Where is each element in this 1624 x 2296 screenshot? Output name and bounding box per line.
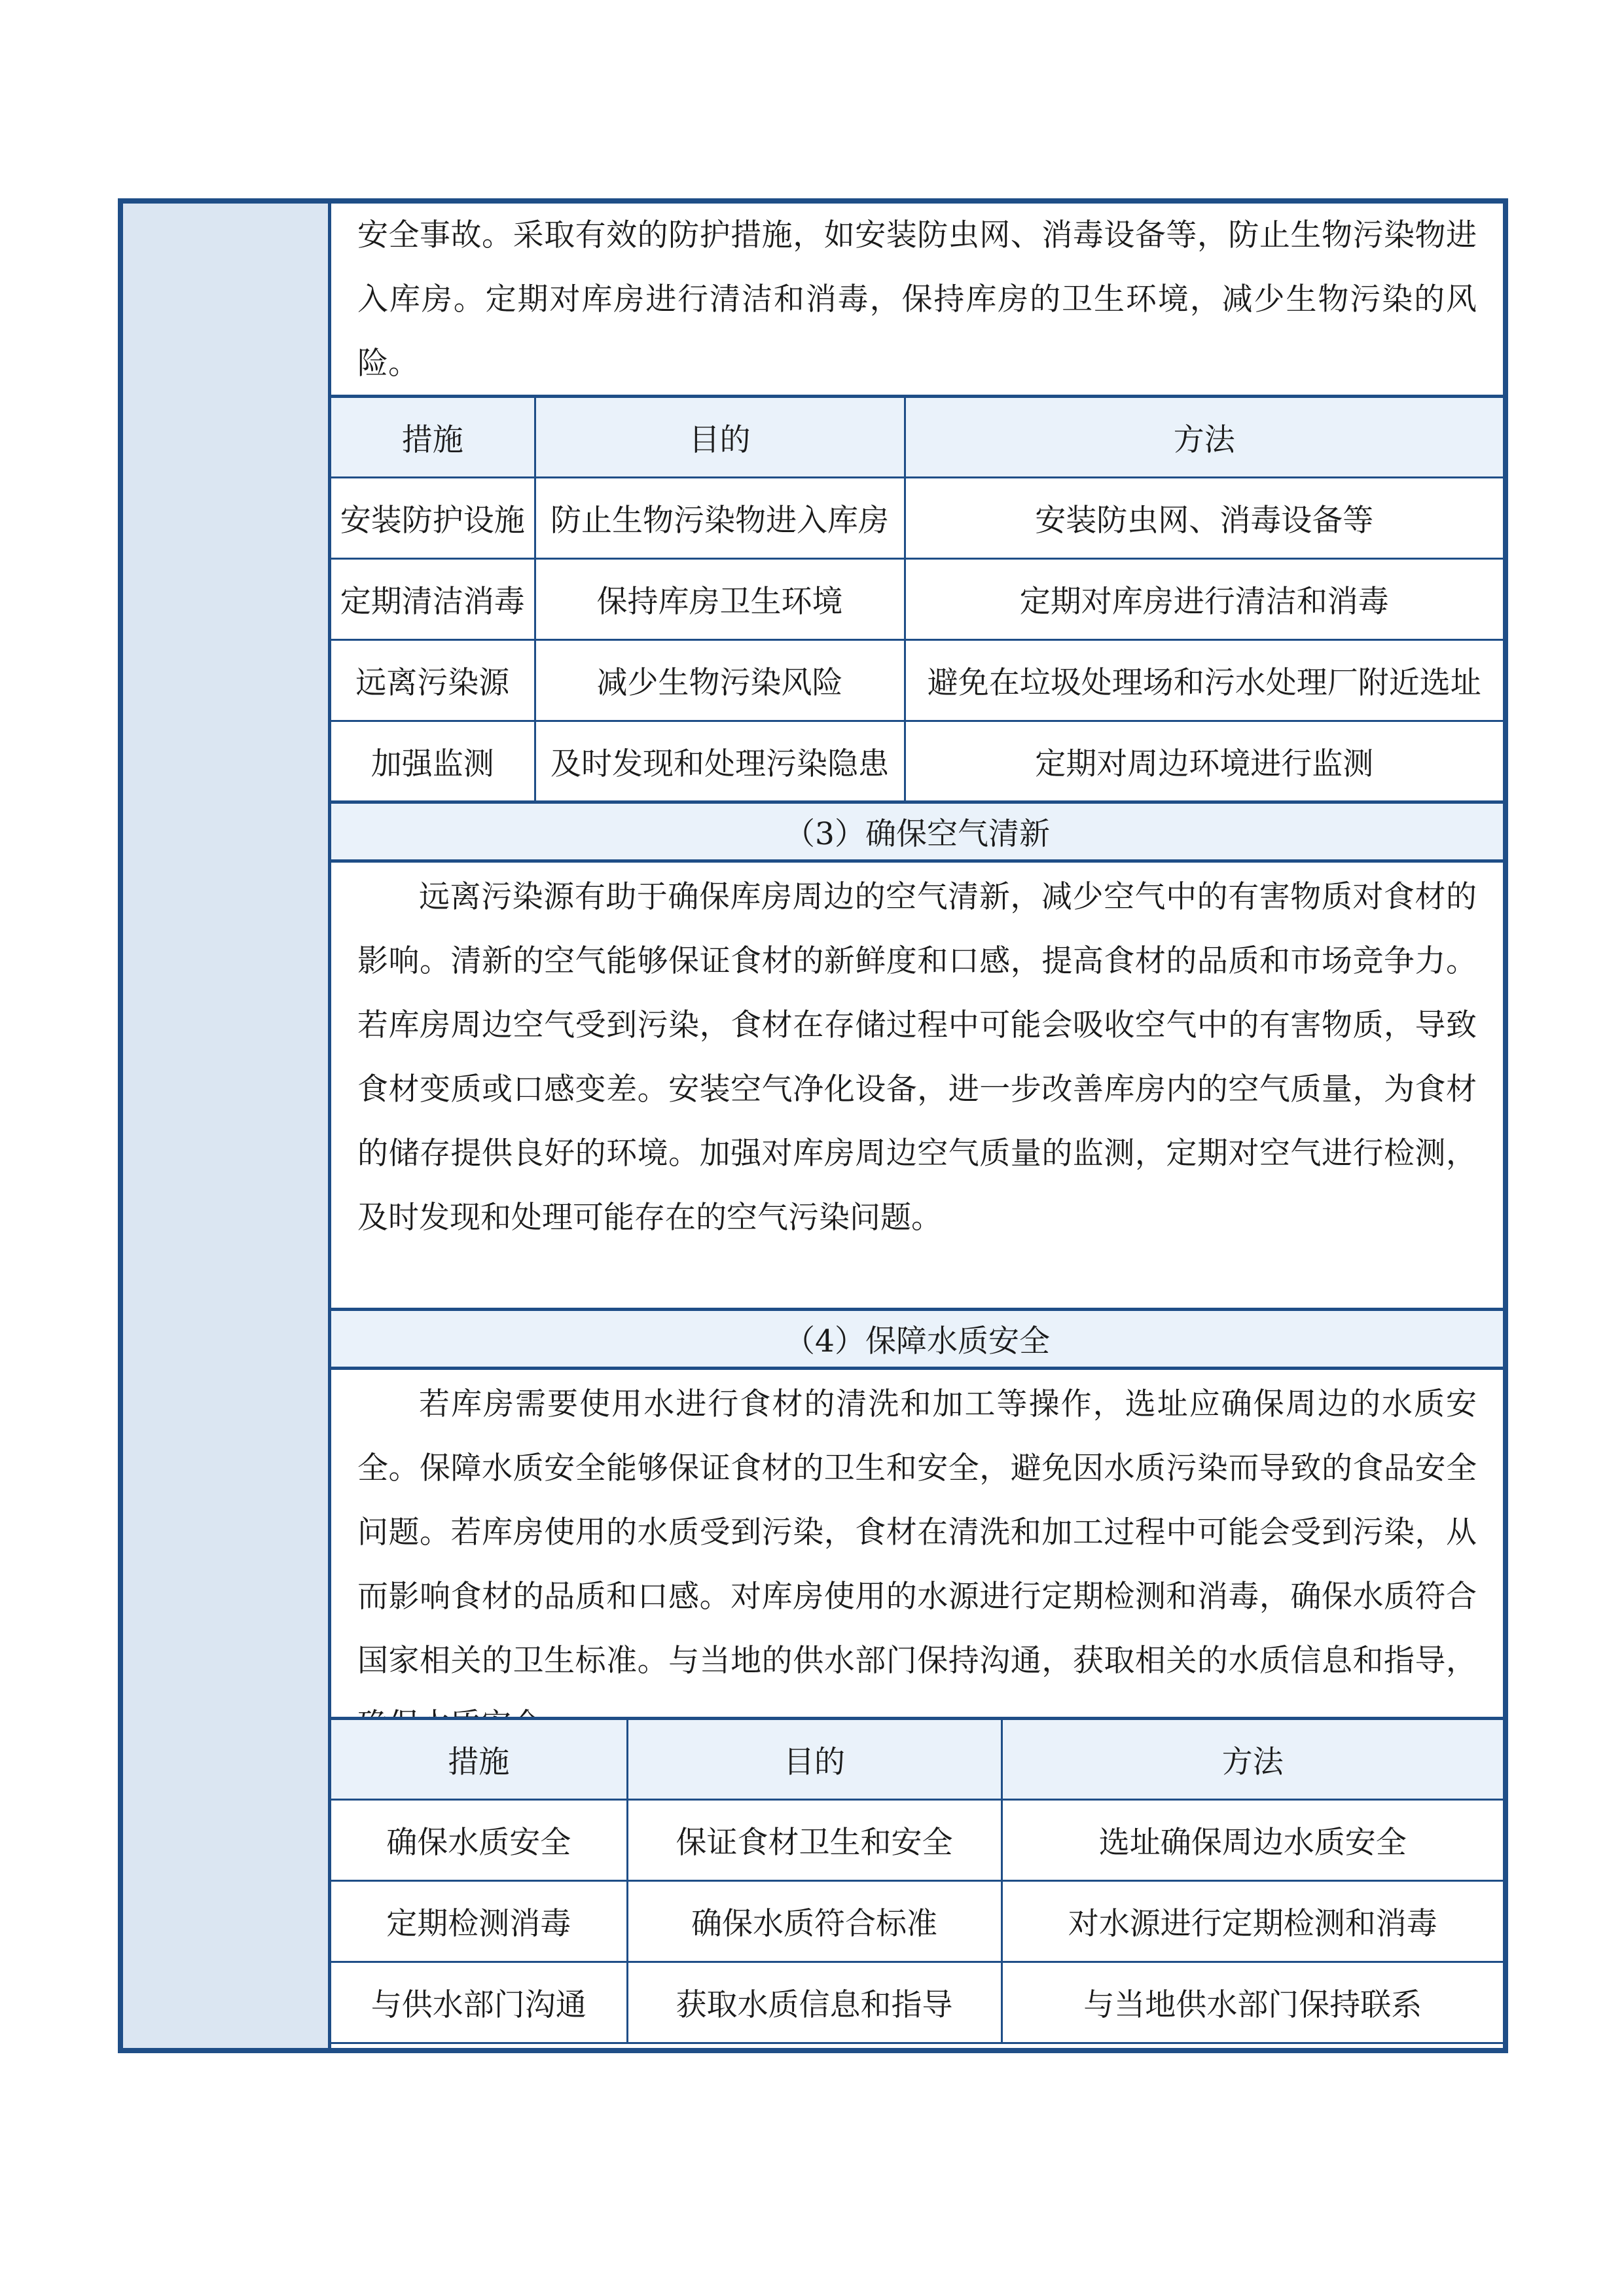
- header-measure: 措施: [331, 1719, 627, 1800]
- intro-paragraph: 安全事故。采取有效的防护措施，如安装防虫网、消毒设备等，防止生物污染物进入库房。定期对库房进行清洁和消毒，保持库房的卫生环境，减少生物污染的风险。: [357, 217, 1477, 382]
- table-row: [331, 1800, 1503, 1881]
- table-row: [331, 1962, 1503, 2043]
- document-frame: [118, 198, 1508, 2053]
- cell-measure: 确保水质安全: [331, 1800, 627, 1881]
- cell-method: 定期对周边环境进行监测: [905, 721, 1503, 802]
- header-purpose: 目的: [535, 397, 905, 478]
- table-row: [331, 1881, 1503, 1962]
- section-3-paragraph: 远离污染源有助于确保库房周边的空气清新，减少空气中的有害物质对食材的影响。清新的空气能够保证食材的新鲜度和口感，提高食材的品质和市场竞争力。若库房周边空气受到污染，食材在存储过程中可能会吸收空气中的有害物质，导致食材变质或口感变差。安装空气净化设备，进一步改善库房内的空气质量，为食材的储存提供良好的环境。加强对库房周边空气质量的监测，定期对空气进行检测，及时发现和处理可能存在的空气污染问题。: [357, 879, 1477, 1236]
- table-row: [331, 721, 1503, 802]
- cell-method: 安装防虫网、消毒设备等: [905, 478, 1503, 559]
- content-column: [331, 204, 1503, 2048]
- cell-measure: 安装防护设施: [331, 478, 535, 559]
- cell-method: 避免在垃圾处理场和污水处理厂附近选址: [905, 640, 1503, 721]
- cell-purpose: 及时发现和处理污染隐患: [535, 721, 905, 802]
- section-4-heading: （4）保障水质安全: [331, 1308, 1503, 1370]
- cell-method: 定期对库房进行清洁和消毒: [905, 559, 1503, 640]
- table-header-row: [331, 1719, 1503, 1800]
- header-method: 方法: [905, 397, 1503, 478]
- section-3-heading: （3）确保空气清新: [331, 800, 1503, 863]
- cell-purpose: 确保水质符合标准: [627, 1881, 1001, 1962]
- cell-method: 与当地供水部门保持联系: [1001, 1962, 1503, 2043]
- cell-purpose: 减少生物污染风险: [535, 640, 905, 721]
- header-purpose: 目的: [627, 1719, 1001, 1800]
- cell-method: 对水源进行定期检测和消毒: [1001, 1881, 1503, 1962]
- cell-measure: 与供水部门沟通: [331, 1962, 627, 2043]
- cell-measure: 加强监测: [331, 721, 535, 802]
- section-4-paragraph: 若库房需要使用水进行食材的清洗和加工等操作，选址应确保周边的水质安全。保障水质安全能够保证食材的卫生和安全，避免因水质污染而导致的食品安全问题。若库房使用的水质受到污染，食材在清洗和加工过程中可能会受到污染，从而影响食材的品质和口感。对库房使用的水源进行定期检测和消毒，确保水质符合国家相关的卫生标准。与当地的供水部门保持沟通，获取相关的水质信息和指导，确保水质安全。: [357, 1386, 1477, 1743]
- cell-measure: 远离污染源: [331, 640, 535, 721]
- cell-measure: 定期清洁消毒: [331, 559, 535, 640]
- cell-purpose: 防止生物污染物进入库房: [535, 478, 905, 559]
- table-row: [331, 478, 1503, 559]
- table-header-row: [331, 397, 1503, 478]
- cell-purpose: 保持库房卫生环境: [535, 559, 905, 640]
- side-column: [123, 204, 331, 2048]
- cell-purpose: 保证食材卫生和安全: [627, 1800, 1001, 1881]
- header-method: 方法: [1001, 1719, 1503, 1800]
- header-measure: 措施: [331, 397, 535, 478]
- table-row: [331, 559, 1503, 640]
- cell-method: 选址确保周边水质安全: [1001, 1800, 1503, 1881]
- cell-measure: 定期检测消毒: [331, 1881, 627, 1962]
- table-water-measures: [331, 1717, 1503, 2044]
- table-biological-measures: [331, 395, 1503, 803]
- cell-purpose: 获取水质信息和指导: [627, 1962, 1001, 2043]
- table-row: [331, 640, 1503, 721]
